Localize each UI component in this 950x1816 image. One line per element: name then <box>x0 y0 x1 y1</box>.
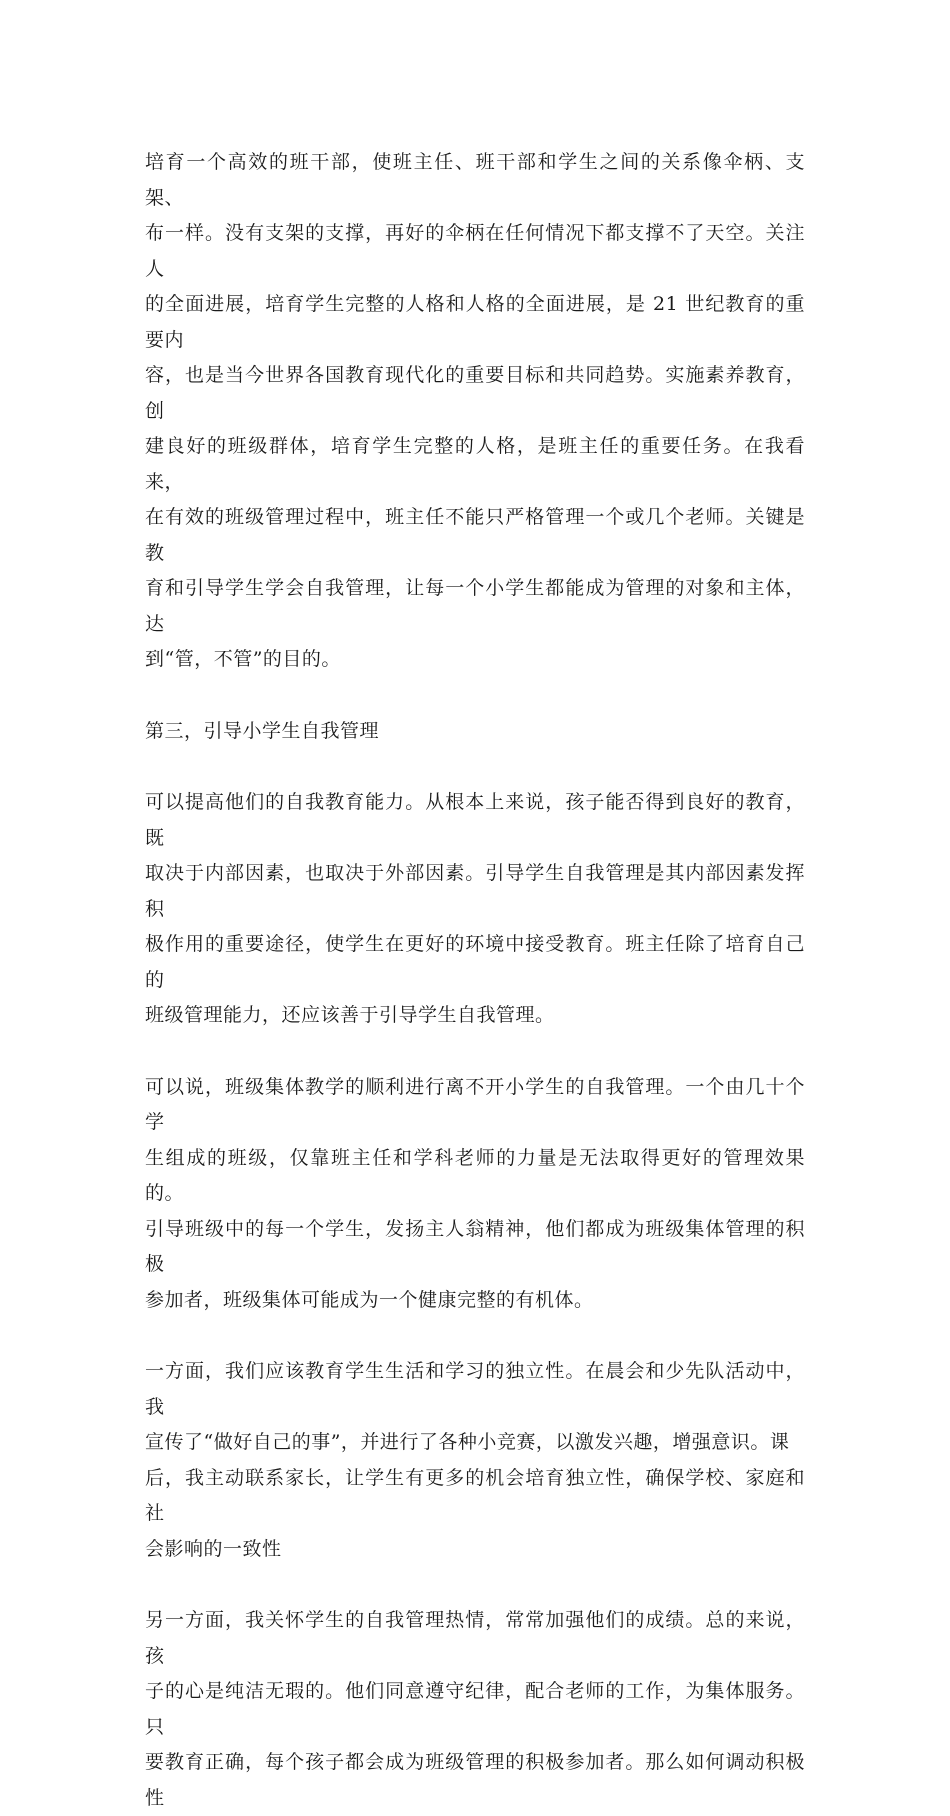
paragraph-enthusiasm: 另一方面，我关怀学生的自我管理热情，常常加强他们的成绩。总的来说，孩 子的心是纯洁无瑕的。他们同意遵守纪律，配合老师的工作，为集体服务。只 要教育正确，每个孩子都会成为班级管理的积极参加者。那么如何调动积极性 <box>145 1609 805 1809</box>
paragraph-independence: 一方面，我们应该教育学生生活和学习的独立性。在晨会和少先队活动中，我 宣传了“做好自己的事”，并进行了各种小竞赛，以激发兴趣，增强意识。课 后，我主动联系家长，让学生有更多的机会培育独立性，确保学校、家庭和社 会影响的一致性 <box>145 1360 805 1560</box>
paragraph-class-cadre: 培育一个高效的班干部，使班主任、班干部和学生之间的关系像伞柄、支架、 布一样。没有支架的支撑，再好的伞柄在任何情况下都支撑不了天空。关注人 的全面进展，培育学生完整的人格和人格的全面进展，是 21 世纪教育的重要内 容，也是当今世界各国教育现代化的重要目标和共同趋势。实施素养教育，创 建良好的班级群体，培育学生完整的人格，是班主任的重要任务。在我看来， 在有效的班级管理过程中，班主任不能只严格管理一个或几个老师。关键是教 育和引导学生学会自我管理，让每一个小学生都能成为管理的对象和主体，达 到“管，不管”的目的。 <box>145 151 805 670</box>
paragraph-collective-teaching: 可以说，班级集体教学的顺利进行离不开小学生的自我管理。一个由几十个学 生组成的班级，仅靠班主任和学科老师的力量是无法取得更好的管理效果的。 引导班级中的每一个学生，发扬主人翁精神，他们都成为班级集体管理的积极 参加者，班级集体可能成为一个健康完整的有机体。 <box>145 1075 805 1311</box>
paragraph-self-education: 可以提高他们的自我教育能力。从根本上来说，孩子能否得到良好的教育，既 取决于内部因素，也取决于外部因素。引导学生自我管理是其内部因素发挥积 极作用的重要途径，使学生在更好的环境中接受教育。班主任除了培育自己的 班级管理能力，还应该善于引导学生自我管理。 <box>145 791 805 1026</box>
section-heading-self-management: 第三，引导小学生自我管理 <box>145 719 380 742</box>
document-page <box>145 145 805 1816</box>
